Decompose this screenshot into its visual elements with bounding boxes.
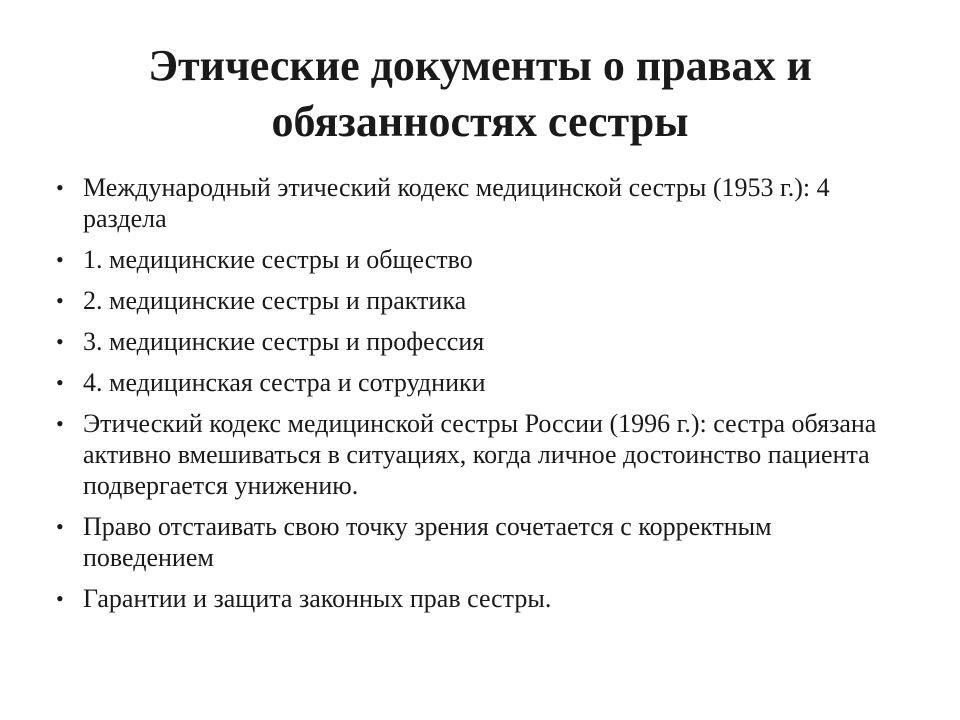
bullet-item-code-russia-1996 bbox=[56, 408, 896, 501]
bullet-text: Право отстаивать свою точку зрения сочетается с корректным поведением bbox=[83, 512, 772, 572]
bullet-list bbox=[56, 172, 896, 624]
bullet-text: 3. медицинские сестры и профессия bbox=[83, 327, 485, 356]
bullet-dot-icon: • bbox=[56, 247, 64, 272]
bullet-text: Международный этический кодекс медицинской сестры (1953 г.): 4 раздела bbox=[83, 173, 830, 233]
bullet-dot-icon: • bbox=[56, 329, 64, 354]
bullet-item-colleagues bbox=[56, 367, 896, 398]
bullet-item-profession bbox=[56, 326, 896, 357]
bullet-dot-icon: • bbox=[56, 175, 64, 200]
bullet-dot-icon: • bbox=[56, 514, 64, 539]
bullet-dot-icon: • bbox=[56, 370, 64, 395]
bullet-item-practice bbox=[56, 285, 896, 316]
bullet-dot-icon: • bbox=[56, 411, 64, 436]
bullet-dot-icon: • bbox=[56, 288, 64, 313]
title-line-2: обязанностях сестры bbox=[271, 97, 689, 146]
slide-title bbox=[60, 38, 900, 150]
bullet-item-guarantees bbox=[56, 583, 896, 614]
bullet-text: Гарантии и защита законных прав сестры. bbox=[83, 584, 552, 613]
bullet-text: 1. медицинские сестры и общество bbox=[83, 245, 473, 274]
bullet-item-right-to-defend bbox=[56, 511, 896, 573]
bullet-text: Этический кодекс медицинской сестры России (1996 г.): сестра обязана активно вмешиваться в ситуациях, когда личное достоинство пациента подвергается унижению. bbox=[83, 409, 877, 500]
title-line-1: Этические документы о правах и bbox=[148, 41, 812, 90]
bullet-item-society bbox=[56, 244, 896, 275]
bullet-text: 4. медицинская сестра и сотрудники bbox=[83, 368, 486, 397]
bullet-dot-icon: • bbox=[56, 586, 64, 611]
bullet-item-code-1953 bbox=[56, 172, 896, 234]
bullet-text: 2. медицинские сестры и практика bbox=[83, 286, 467, 315]
